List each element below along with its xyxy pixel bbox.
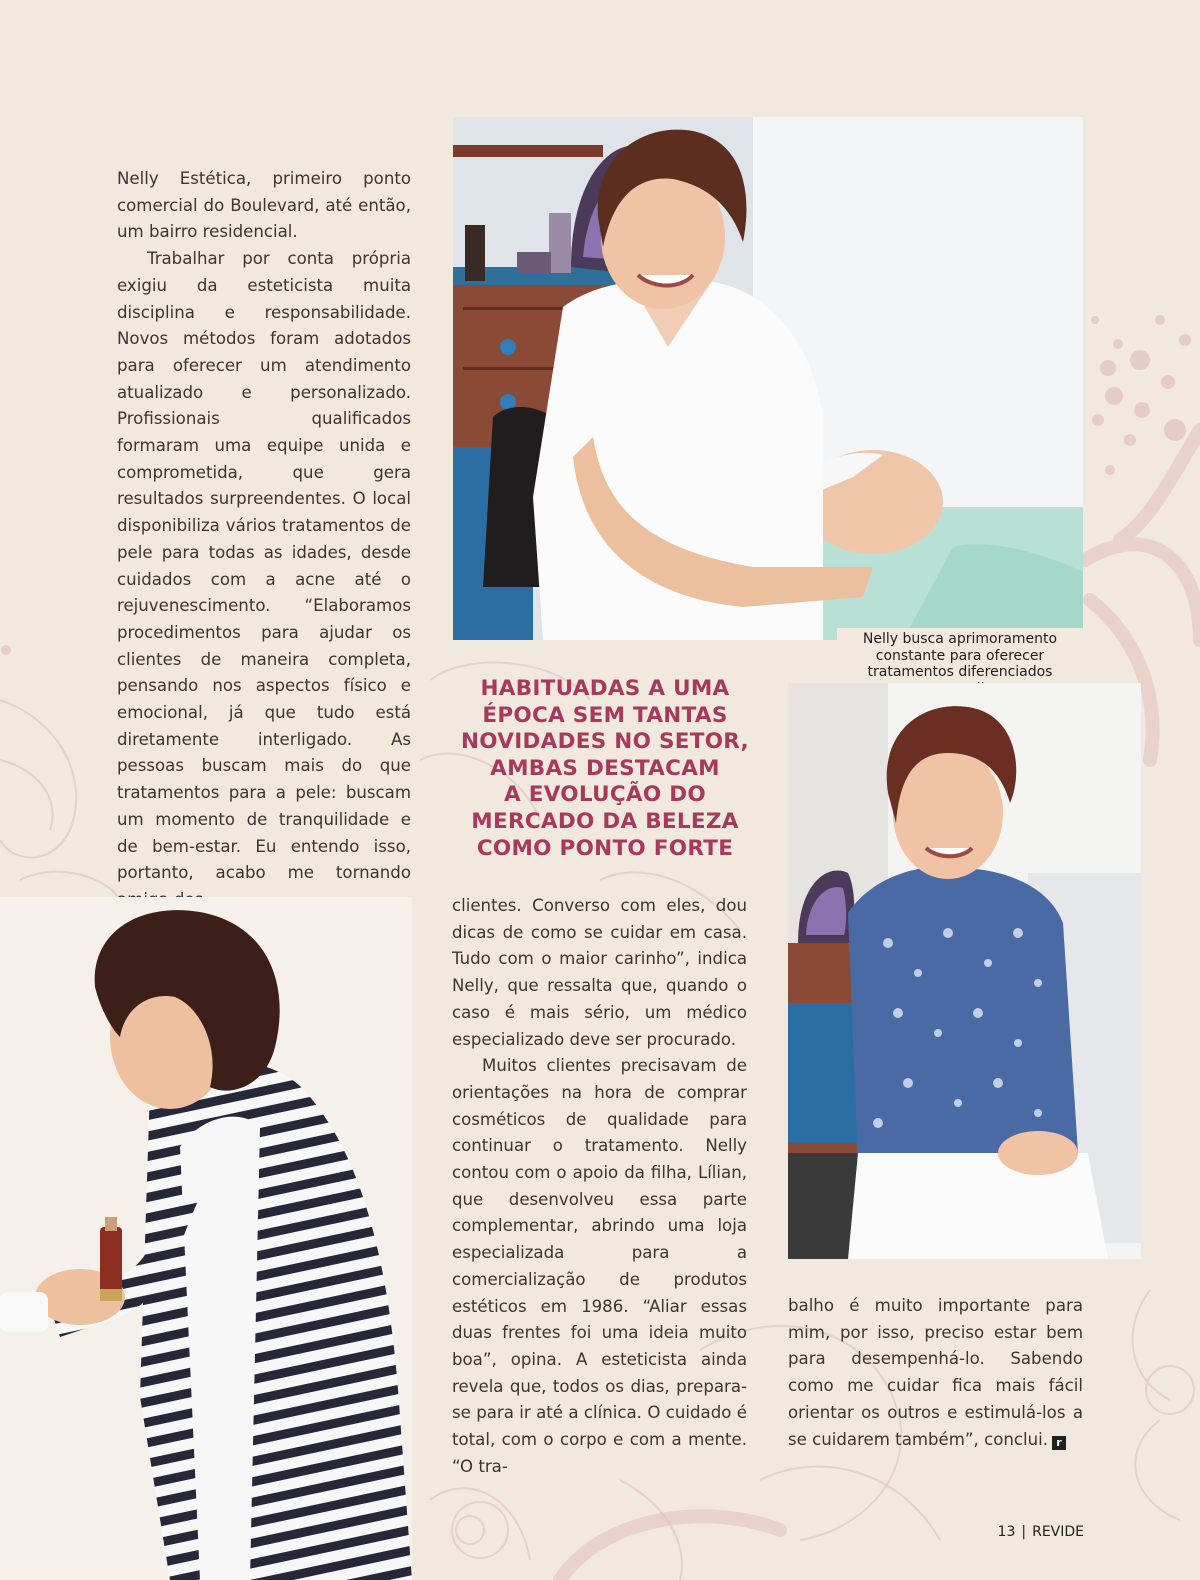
- article-column-1: [117, 166, 411, 914]
- pull-quote-line: AMBAS DESTACAM: [490, 755, 720, 781]
- magazine-name: REVIDE: [1032, 1524, 1084, 1540]
- pull-quote: [440, 676, 770, 862]
- caption-line: tratamentos diferenciados: [867, 664, 1053, 681]
- pull-quote-line: MERCADO DA BELEZA: [471, 808, 739, 834]
- pull-quote-line: ÉPOCA SEM TANTAS: [482, 702, 728, 728]
- folio-separator: |: [1021, 1524, 1027, 1540]
- caption-line: Nelly busca aprimoramento: [862, 631, 1058, 647]
- photo-nelly-with-products: [0, 897, 412, 1580]
- article-paragraph: Muitos clientes precisavam de orientações na hora de comprar cosméticos de qualidade para continuar o tratamento. Nelly contou com o apoio da filha, Lílian, que desenvolveu essa parte complementar, abrindo uma loja especializada para a comercialização de produtos estéticos em 1986. “Aliar essas duas frentes foi uma ideia muito boa”, opina. A esteticista ainda revela que, todos os dias, prepara-se para ir até a clínica. O cuidado é total, com o corpo e com a mente. “O tra-: [452, 1056, 747, 1476]
- article-column-3: [788, 1293, 1083, 1453]
- article-paragraph: [788, 1293, 1083, 1453]
- end-mark-icon: r: [1052, 1436, 1066, 1450]
- pull-quote-line: A EVOLUÇÃO DO: [504, 782, 706, 808]
- pull-quote-line: HABITUADAS A UMA: [480, 676, 730, 701]
- pull-quote-line: NOVIDADES NO SETOR,: [460, 729, 749, 755]
- pull-quote-line: COMO PONTO FORTE: [476, 835, 734, 861]
- caption-line: constante para oferecer: [875, 647, 1045, 664]
- article-column-2: [452, 893, 747, 1480]
- article-paragraph: clientes. Converso com eles, dou dicas de como se cuidar em casa. Tudo com o maior carinho”, indica Nelly, que ressalta que, quando o caso é mais sério, um médico especializado deve ser procurado.: [452, 896, 747, 1049]
- photo-nelly-with-client: [453, 117, 1083, 640]
- page-folio: [998, 1524, 1084, 1540]
- photo-nelly-seated: [788, 683, 1141, 1259]
- page-number: 13: [997, 1524, 1016, 1540]
- article-paragraph: Trabalhar por conta própria exigiu da esteticista muita disciplina e responsabilidade. Novos métodos foram adotados para oferecer um atendimento atualizado e personalizado. Profissionais qualificados formaram uma equipe unida e comprometida, que gera resultados surpreendentes. O local disponibiliza vários tratamentos de pele para todas as idades, desde cuidados com a acne até o rejuvenescimento. “Elaboramos procedimentos para ajudar os clientes de maneira completa, pensando nos aspectos físico e emocional, já que tudo está diretamente interligado. As pessoas buscam mais do que tratamentos para a pele: buscam um momento de tranquilidade e de bem-estar. Eu entendo isso, portanto, acabo me tornando: [117, 249, 411, 883]
- article-paragraph: Nelly Estética, primeiro ponto comercial do Boulevard, até então, um bairro residencial.: [117, 169, 411, 242]
- article-paragraph-text: balho é muito importante para mim, por isso, preciso estar bem para desempenhá-lo. Sabendo como me cuidar fica mais fácil orientar os outros e estimulá-los a se cuidarem também”, conclui.: [788, 1296, 1083, 1449]
